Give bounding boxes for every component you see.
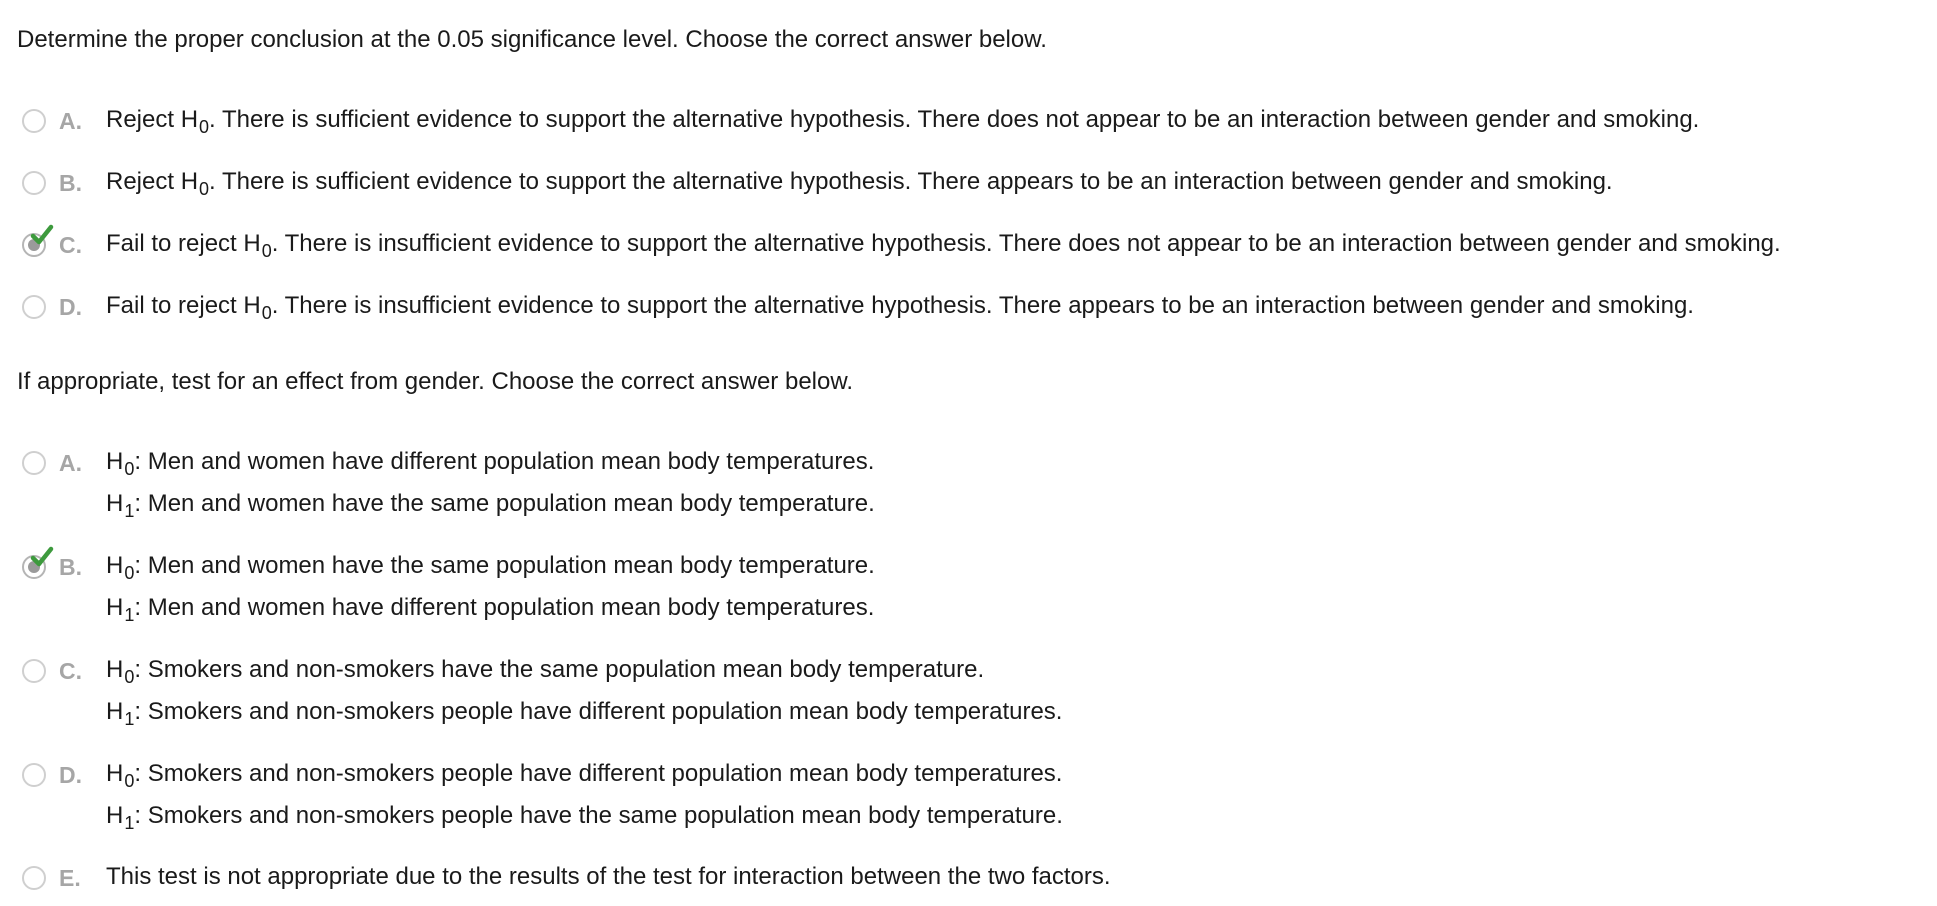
question-2-prompt: If appropriate, test for an effect from gender. Choose the correct answer below.: [17, 368, 854, 395]
alternative-hypothesis: $H_1$: Men and women have the same population mean body temperature.: [106, 490, 875, 521]
option-letter: C.: [59, 232, 82, 258]
option-letter: B.: [59, 554, 82, 580]
radio-button[interactable]: [22, 109, 46, 133]
radio-button[interactable]: [22, 866, 46, 890]
option-letter: D.: [59, 294, 82, 320]
option-text: Fail to reject $H_0$. There is insufficient evidence to support the alternative hypothesis. There does not appear to be an interaction between gender and smoking.: [106, 230, 1781, 261]
green-checkmark-icon: [31, 225, 53, 245]
alternative-hypothesis: $H_1$: Men and women have different population mean body temperatures.: [106, 594, 875, 625]
radio-button[interactable]: [22, 763, 46, 787]
null-hypothesis: $H_0$: Men and women have the same population mean body temperature.: [106, 552, 875, 583]
null-hypothesis: $H_0$: Smokers and non-smokers have the same population mean body temperature.: [106, 656, 985, 687]
option-text: Fail to reject $H_0$. There is insufficient evidence to support the alternative hypothesis. There appears to be an interaction between gender and smoking.: [106, 292, 1694, 323]
null-hypothesis: $H_0$: Men and women have different population mean body temperatures.: [106, 448, 875, 479]
alternative-hypothesis: $H_1$: Smokers and non-smokers people have different population mean body temperatures.: [106, 698, 1063, 729]
question-1-prompt: Determine the proper conclusion at the 0.05 significance level. Choose the correct answer below.: [17, 26, 1047, 53]
option-letter: A.: [59, 108, 82, 134]
radio-button[interactable]: [22, 295, 46, 319]
radio-button[interactable]: [22, 659, 46, 683]
option-text: Reject $H_0$. There is sufficient evidence to support the alternative hypothesis. There appears to be an interaction between gender and smoking.: [106, 168, 1613, 199]
alternative-hypothesis: $H_1$: Smokers and non-smokers people have the same population mean body temperature.: [106, 802, 1063, 833]
option-text: Reject $H_0$. There is sufficient evidence to support the alternative hypothesis. There does not appear to be an interaction between gender and smoking.: [106, 106, 1700, 137]
option-letter: D.: [59, 762, 82, 788]
q2-option-e-clip: [0, 862, 1937, 891]
option-letter: C.: [59, 658, 82, 684]
option-text: This test is not appropriate due to the results of the test for interaction between the two factors.: [106, 863, 1111, 890]
option-letter: B.: [59, 170, 82, 196]
green-checkmark-icon: [31, 547, 53, 567]
option-letter: A.: [59, 450, 82, 476]
radio-button[interactable]: [22, 171, 46, 195]
null-hypothesis: $H_0$: Smokers and non-smokers people have different population mean body temperatures.: [106, 760, 1063, 791]
option-letter: E.: [59, 865, 81, 891]
radio-button[interactable]: [22, 451, 46, 475]
